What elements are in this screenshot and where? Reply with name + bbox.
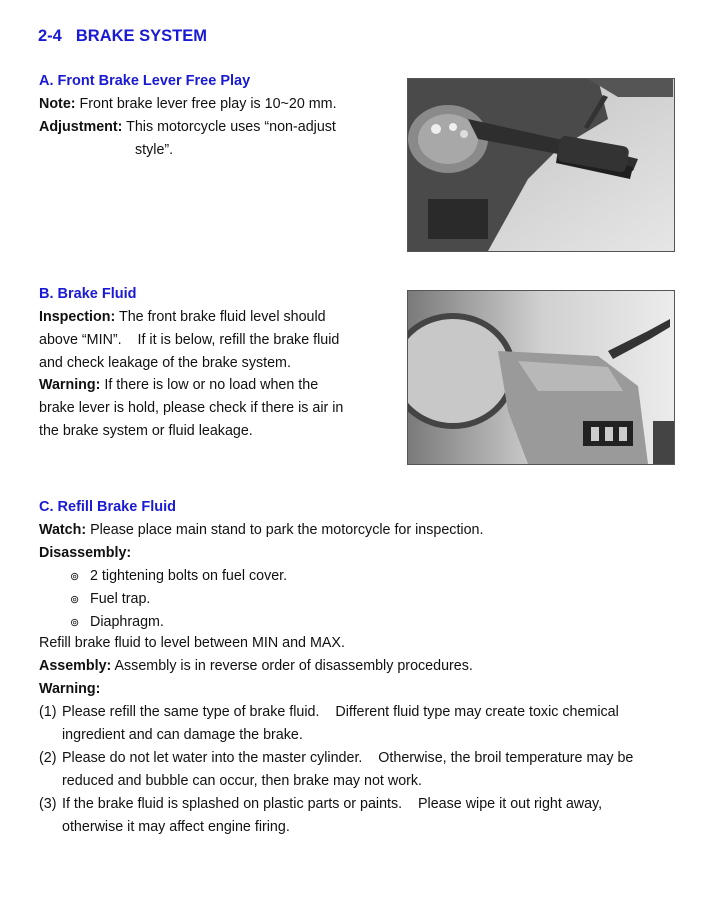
warning-line-1: Please refill the same type of brake fluid. Different fluid type may create toxic chemical: [62, 704, 619, 720]
bullet-icon: ⊚: [70, 594, 80, 606]
list-item: [39, 701, 679, 747]
photo-brake-fluid-reservoir: [407, 290, 675, 465]
warning-b-line-2: brake lever is hold, please check if there is air in: [39, 400, 344, 417]
watch-label: Watch:: [39, 522, 87, 538]
bullet-icon: ⊚: [70, 571, 80, 583]
list-item: [70, 611, 287, 634]
adjustment-text-1: This motorcycle uses “non-adjust: [122, 118, 336, 135]
heading-front-brake-lever: A. Front Brake Lever Free Play: [39, 73, 251, 89]
warning-number: (1): [39, 704, 57, 720]
list-item: [70, 588, 287, 611]
section-title: BRAKE SYSTEM: [75, 27, 207, 45]
inspection-line-2: above “MIN”. If it is below, refill the brake fluid: [39, 331, 340, 348]
warning-line-2: reduced and bubble can occur, then brake may not work.: [62, 773, 423, 789]
warning-b-line-3: the brake system or fluid leakage.: [39, 422, 253, 439]
disassembly-list: [70, 565, 287, 634]
assembly-text: Assembly is in reverse order of disassembly procedures.: [111, 657, 473, 674]
list-item: [39, 793, 679, 839]
note-text: Front brake lever free play is 10~20 mm.: [75, 96, 337, 112]
list-item: [70, 565, 287, 588]
warning-label-b: Warning:: [39, 377, 101, 394]
section-c-intro: [39, 519, 689, 565]
warning-line-2: otherwise it may affect engine firing.: [62, 819, 290, 835]
bullet-icon: ⊚: [70, 617, 80, 629]
note-label: Note:: [39, 96, 76, 112]
brake-lever-photo-image: [408, 79, 674, 251]
photo-brake-lever: [407, 78, 675, 252]
inspection-label: Inspection:: [39, 309, 116, 325]
adjustment-label: Adjustment:: [39, 118, 123, 135]
section-a-text: [39, 93, 379, 161]
inspection-line-1: The front brake fluid level should: [115, 309, 326, 325]
section-c-body: [39, 632, 689, 700]
warning-line-1: Please do not let water into the master cylinder. Otherwise, the broil temperature may be: [62, 750, 634, 766]
assembly-label: Assembly:: [39, 657, 112, 674]
inspection-line-3: and check leakage of the brake system.: [39, 354, 291, 371]
warning-line-2: ingredient and can damage the brake.: [62, 727, 303, 743]
warning-list: [39, 701, 679, 839]
adjustment-text-2: style”.: [135, 141, 174, 158]
section-number: 2-4: [38, 27, 62, 45]
warning-label-c: Warning:: [39, 680, 101, 697]
section-b-text: [39, 306, 379, 443]
disassembly-item-text: Fuel trap.: [90, 591, 151, 607]
disassembly-item-text: 2 tightening bolts on fuel cover.: [90, 568, 288, 584]
disassembly-label: Disassembly:: [39, 544, 132, 561]
watch-text: Please place main stand to park the motorcycle for inspection.: [86, 522, 484, 538]
refill-text: Refill brake fluid to level between MIN and MAX.: [39, 635, 345, 651]
warning-line-1: If the brake fluid is splashed on plastic parts or paints. Please wipe it out right away,: [62, 796, 603, 812]
warning-number: (3): [39, 796, 57, 812]
warning-number: (2): [39, 750, 57, 766]
list-item: [39, 747, 679, 793]
heading-refill-brake-fluid: C. Refill Brake Fluid: [39, 499, 176, 515]
heading-brake-fluid: B. Brake Fluid: [39, 286, 137, 302]
warning-b-line-1: If there is low or no load when the: [100, 377, 319, 394]
disassembly-item-text: Diaphragm.: [90, 614, 164, 630]
brake-fluid-photo-image: [408, 291, 674, 464]
page-title: [38, 27, 207, 46]
